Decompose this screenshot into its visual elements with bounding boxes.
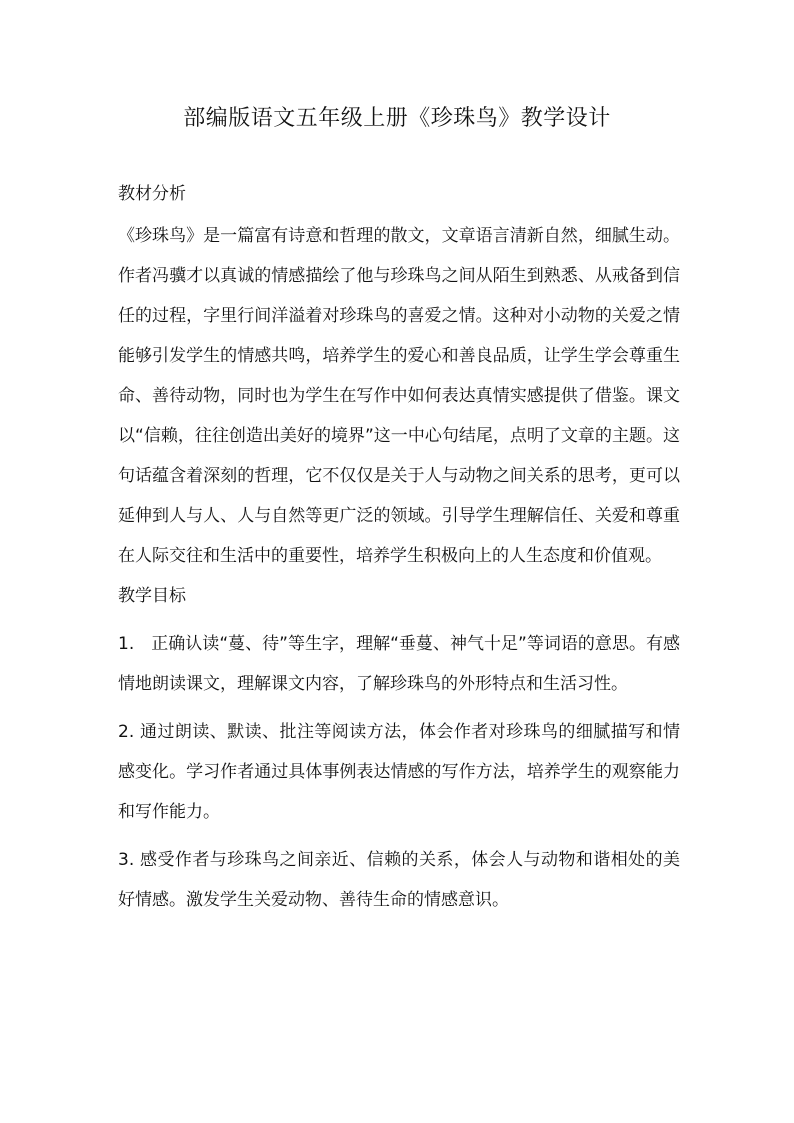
analysis-paragraph: 《珍珠鸟》是一篇富有诗意和哲理的散文，文章语言清新自然，细腻生动。作者冯骥才以真诚的情感描绘了他与珍珠鸟之间从陌生到熟悉、从戒备到信任的过程，字里行间洋溢着对珍珠鸟的喜爱之情。这种对小动物的关爱之情能够引发学生的情感共鸣，培养学生的爱心和善良品质，让学生学会尊重生命、善待动物，同时也为学生在写作中如何表达真情实感提供了借鉴。课文以“信赖，往往创造出美好的境界”这一中心句结尾，点明了文章的主题。这句话蕴含着深刻的哲理，它不仅仅是关于人与动物之间关系的思考，更可以延伸到人与人、人与自然等更广泛的领域。引导学生理解信任、关爱和尊重在人际交往和生活中的重要性，培养学生积极向上的人生态度和价值观。: [118, 226, 680, 566]
section-heading-analysis: 教材分析: [118, 184, 186, 204]
document-title: 部编版语文五年级上册《珍珠鸟》教学设计: [183, 106, 611, 131]
section-heading-goals: 教学目标: [118, 586, 186, 606]
document-body: [118, 182, 680, 928]
goal-item-2: 2. 通过朗读、默读、批注等阅读方法，体会作者对珍珠鸟的细腻描写和情感变化。学习作者通过具体事例表达情感的写作方法，培养学生的观察能力和写作能力。: [118, 722, 680, 822]
goal-item-3: 3. 感受作者与珍珠鸟之间亲近、信赖的关系，体会人与动物和谐相处的美好情感。激发学生关爱动物、善待生命的情感意识。: [118, 850, 680, 910]
goal-item-1: 1. 正确认读“蔓、待”等生字，理解“垂蔓、神气十足”等词语的意思。有感情地朗读课文，理解课文内容，了解珍珠鸟的外形特点和生活习性。: [118, 634, 680, 694]
